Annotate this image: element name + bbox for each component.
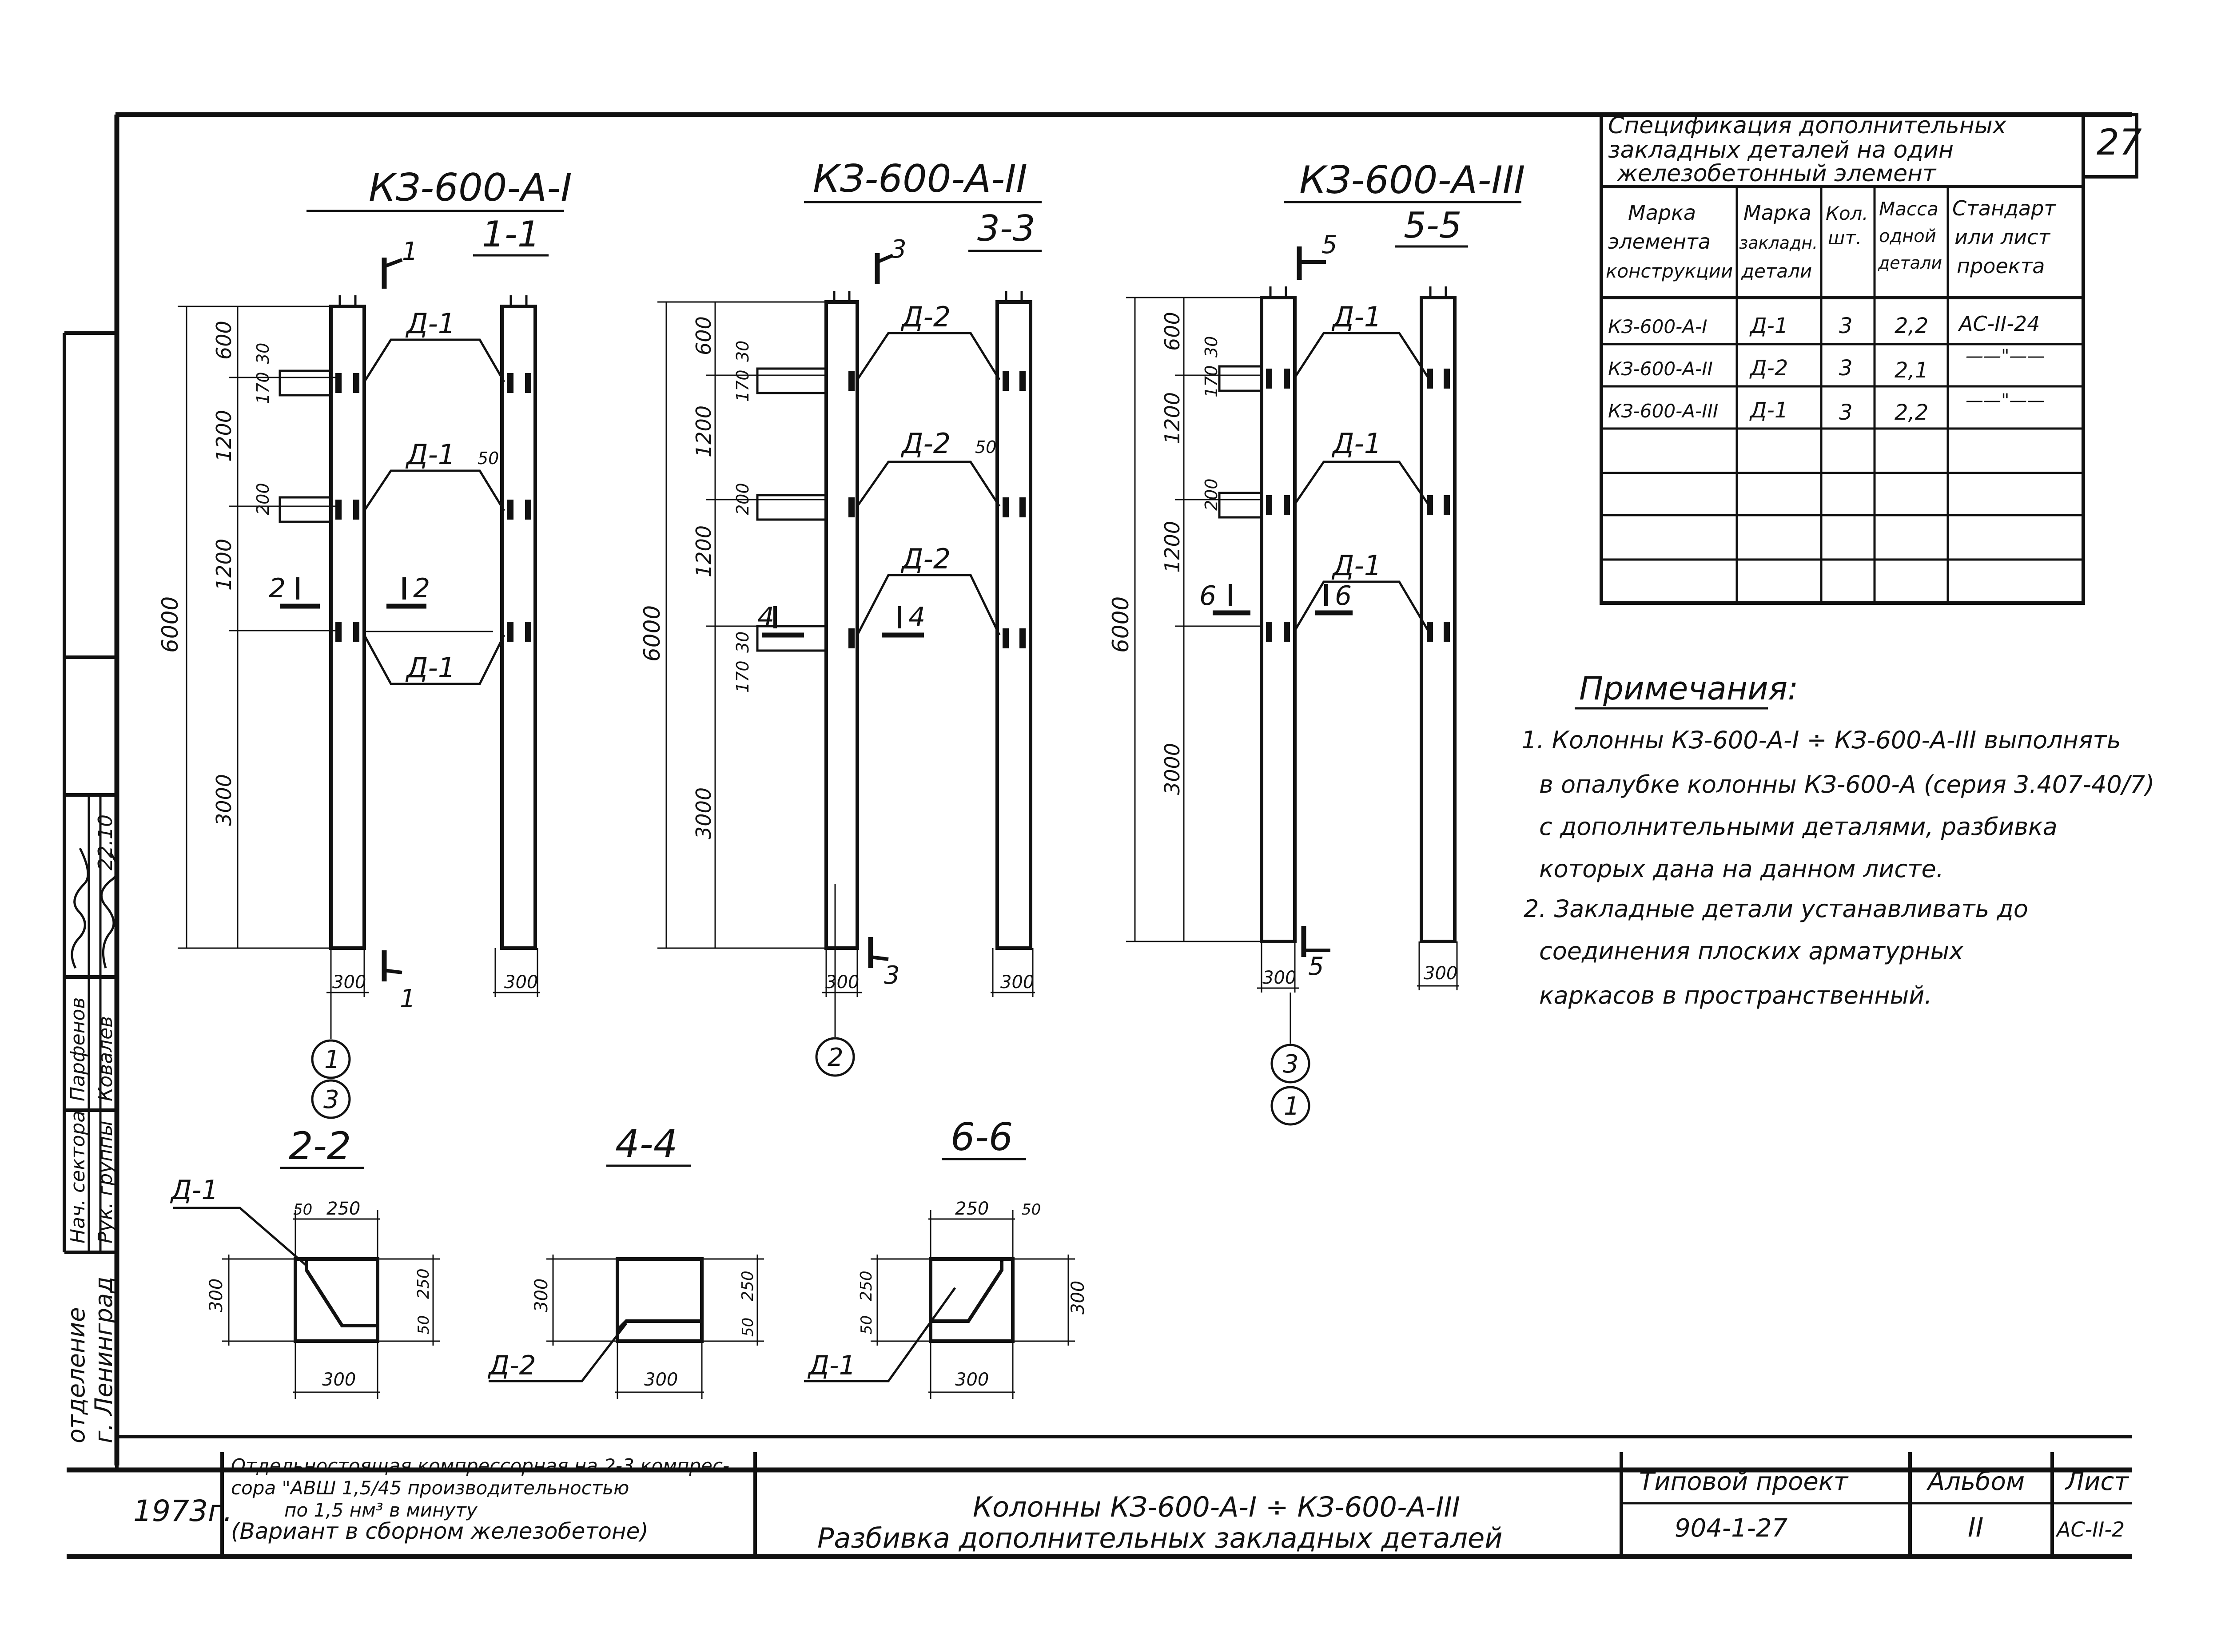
column-title-2: КЗ-600-А-II — [813, 157, 1027, 201]
section-dim-2-2: 50 — [739, 1317, 757, 1337]
notes — [1521, 670, 2154, 1009]
small-dim-c-3: 200 — [1202, 478, 1221, 511]
width-left-3: 300 — [1262, 968, 1297, 988]
section-title-2: 4-4 — [615, 1122, 678, 1166]
spec-h1-2: детали — [1741, 260, 1812, 282]
tb-sheet-label: Лист — [2066, 1467, 2129, 1496]
part-label-2c: Д-2 — [902, 543, 951, 575]
part-label-2a: Д-2 — [902, 301, 951, 333]
column-group-1 — [157, 166, 572, 1118]
spec-r1-c1: Д-2 — [1750, 356, 1788, 381]
section-part-2: Д-2 — [489, 1350, 536, 1381]
stamp-org-1: отделение — [62, 1307, 90, 1443]
axis-label-2-a: 2 — [828, 1043, 844, 1072]
tb-object-1: сора "АВШ 1,5/45 производительностью — [231, 1477, 629, 1499]
section-dim-1-0: 250 — [326, 1199, 361, 1219]
width-right-3: 300 — [1424, 963, 1458, 984]
section-mark-3b: 6 — [1335, 580, 1352, 612]
small-dim-d-2: 50 — [975, 437, 997, 457]
column-group-3 — [1108, 158, 1525, 1124]
tb-album-label: Альбом — [1928, 1467, 2025, 1496]
tb-drawing-title-0: Колонны КЗ-600-А-I ÷ КЗ-600-А-III — [973, 1491, 1461, 1523]
sheet-number: 27 — [2097, 122, 2142, 163]
spec-r1-c2: 3 — [1839, 356, 1853, 381]
section-mark-1a: 2 — [269, 573, 286, 604]
segment-1200a-3: 1200 — [1160, 392, 1184, 444]
spec-r1-c3: 2,1 — [1895, 358, 1929, 383]
section-dim-3-5: 300 — [955, 1370, 989, 1390]
small-dim-b-2: 170 — [733, 369, 752, 402]
part-label-2b: Д-2 — [902, 427, 951, 460]
axis-label-1-b: 3 — [323, 1085, 339, 1114]
spec-h3-2: детали — [1878, 253, 1942, 273]
spec-r1-c0: КЗ-600-А-II — [1608, 358, 1713, 380]
spec-r2-c3: 2,2 — [1895, 400, 1929, 425]
small-dim-e-2: 30 — [733, 631, 752, 653]
tb-object-2: по 1,5 нм³ в минуту — [284, 1499, 478, 1521]
section-mark-1b: 2 — [413, 573, 430, 604]
tb-object-3: (Вариант в сборном железобетоне) — [231, 1518, 649, 1544]
segment-3000-1: 3000 — [212, 774, 236, 826]
section-title-3: 6-6 — [951, 1115, 1013, 1160]
spec-h0-1: элемента — [1608, 230, 1711, 254]
column-section-1: 1-1 — [482, 214, 540, 255]
small-dim-b-3: 170 — [1202, 365, 1221, 397]
small-dim-a-3: 30 — [1202, 336, 1221, 357]
tb-year: 1973г. — [133, 1494, 233, 1528]
cut-label-1-bottom: 1 — [400, 985, 416, 1013]
small-dim-a-2: 30 — [733, 340, 752, 362]
cut-label-2-top: 3 — [891, 235, 907, 264]
section-dim-3-0: 250 — [955, 1199, 989, 1219]
section-dim-1-1: 50 — [293, 1201, 313, 1219]
column-group-2 — [639, 157, 1042, 1076]
spec-h4-1: или лист — [1954, 225, 2050, 249]
section-2-2 — [170, 1124, 440, 1399]
column-right-2 — [997, 302, 1031, 948]
spec-h4-2: проекта — [1957, 254, 2045, 278]
small-dim-a-1: 30 — [253, 342, 273, 364]
notes-line-6: каркасов в пространственный. — [1539, 981, 1932, 1009]
notes-title: Примечания: — [1579, 670, 1799, 707]
spec-r0-c2: 3 — [1839, 314, 1853, 338]
section-4-4 — [487, 1122, 764, 1399]
column-section-3: 5-5 — [1404, 205, 1462, 246]
part-label-3a: Д-1 — [1333, 301, 1382, 333]
section-dim-3-1: 50 — [1022, 1201, 1041, 1219]
spec-h3-0: Масса — [1879, 198, 1938, 220]
column-height-1: 6000 — [157, 596, 183, 653]
section-title-1: 2-2 — [289, 1124, 351, 1168]
segment-600-2: 600 — [692, 316, 716, 355]
notes-line-5: соединения плоских арматурных — [1539, 937, 1964, 965]
segment-600-3: 600 — [1160, 312, 1184, 351]
segment-1200a-1: 1200 — [212, 409, 236, 462]
spec-r2-c0: КЗ-600-А-III — [1608, 400, 1719, 422]
section-dim-2-0: 300 — [531, 1278, 552, 1312]
notes-line-2: с дополнительными деталями, разбивка — [1539, 813, 2058, 841]
segment-600-1: 600 — [212, 321, 236, 360]
section-dim-1-3: 250 — [414, 1268, 433, 1299]
section-dim-1-4: 50 — [415, 1315, 433, 1334]
cut-label-3-top: 5 — [1321, 230, 1337, 259]
part-label-1c: Д-1 — [406, 651, 456, 684]
width-left-1: 300 — [332, 972, 366, 993]
section-dim-1-2: 300 — [206, 1278, 227, 1312]
small-dim-d-1: 50 — [478, 449, 499, 468]
small-dim-b-1: 170 — [253, 372, 273, 404]
spec-r1-c4: ——"—— — [1966, 346, 2045, 366]
part-label-1b: Д-1 — [406, 438, 456, 471]
spec-r2-c1: Д-1 — [1750, 398, 1788, 423]
spec-h3-1: одной — [1879, 226, 1936, 246]
spec-h1-0: Марка — [1743, 201, 1812, 225]
part-label-1a: Д-1 — [406, 307, 456, 340]
spec-title-0: Спецификация дополнительных — [1608, 112, 2006, 139]
spec-table — [1601, 112, 2083, 603]
segment-1200b-1: 1200 — [212, 538, 236, 591]
stamp-role-2: Рук. группы — [94, 1120, 117, 1243]
spec-r0-c3: 2,2 — [1895, 314, 1929, 338]
section-dim-3-3: 50 — [858, 1315, 876, 1334]
column-title-3: КЗ-600-А-III — [1299, 158, 1525, 203]
spec-h0-2: конструкции — [1606, 260, 1733, 282]
stamp-date: 22.10 — [94, 814, 117, 870]
spec-h2-1: шт. — [1828, 227, 1862, 249]
cut-label-2-bottom: 3 — [884, 961, 900, 990]
spec-r0-c1: Д-1 — [1750, 314, 1788, 338]
column-section-2: 3-3 — [977, 208, 1035, 249]
axis-label-1-a: 1 — [324, 1045, 340, 1074]
spec-title-2: железобетонный элемент — [1617, 160, 1936, 187]
column-height-3: 6000 — [1108, 596, 1134, 653]
column-left-3 — [1262, 298, 1295, 941]
spec-r0-c0: КЗ-600-А-I — [1608, 316, 1708, 338]
small-dim-f-2: 170 — [733, 660, 752, 693]
stamp-role-1: Нач. сектора — [67, 1110, 89, 1243]
section-dim-1-5: 300 — [322, 1370, 356, 1390]
section-6-6 — [804, 1115, 1088, 1399]
column-title-1: КЗ-600-А-I — [369, 166, 572, 210]
axis-label-3-a: 3 — [1283, 1050, 1299, 1079]
stamp-signature-1 — [72, 848, 88, 968]
tb-project-value: 904-1-27 — [1675, 1514, 1788, 1543]
section-dim-3-2: 250 — [857, 1271, 876, 1301]
segment-1200a-2: 1200 — [692, 405, 716, 457]
stamp-org-2: г. Ленинград — [90, 1276, 118, 1443]
tb-drawing-title-1: Разбивка дополнительных закладных деталей — [817, 1522, 1503, 1554]
title-block — [67, 1437, 2132, 1557]
part-label-3c: Д-1 — [1333, 549, 1382, 582]
cut-label-3-bottom: 5 — [1308, 952, 1324, 981]
spec-r2-c4: ——"—— — [1966, 390, 2045, 411]
notes-line-1: в опалубке колонны КЗ-600-А (серия 3.407-40/7) — [1539, 770, 2155, 798]
segment-1200b-2: 1200 — [692, 525, 716, 577]
width-left-2: 300 — [825, 972, 860, 993]
section-part-3: Д-1 — [808, 1350, 856, 1381]
section-mark-2a: 4 — [757, 602, 775, 633]
small-dim-c-2: 200 — [733, 483, 752, 515]
section-dim-2-1: 250 — [739, 1271, 757, 1301]
spec-r0-c4: АС-II-24 — [1959, 312, 2040, 336]
tb-sheet-value: АС-II-2 — [2057, 1517, 2125, 1541]
spec-h4-0: Стандарт — [1952, 196, 2056, 220]
spec-h1-1: закладн. — [1739, 233, 1818, 253]
width-right-2: 300 — [1000, 972, 1035, 993]
section-dim-2-3: 300 — [644, 1370, 678, 1390]
notes-line-0: 1. Колонны КЗ-600-А-I ÷ КЗ-600-А-III выполнять — [1521, 726, 2121, 754]
notes-line-3: которых дана на данном листе. — [1539, 855, 1944, 883]
section-dim-3-4: 300 — [1068, 1280, 1088, 1314]
spec-title-1: закладных деталей на один — [1608, 137, 1954, 163]
width-right-1: 300 — [504, 972, 538, 993]
segment-3000-3: 3000 — [1160, 743, 1184, 795]
spec-h2-0: Кол. — [1826, 203, 1868, 224]
segment-3000-2: 3000 — [692, 787, 716, 839]
small-dim-c-1: 200 — [253, 483, 273, 515]
sheet-number-box — [2083, 115, 2142, 177]
side-stamp — [62, 333, 118, 1443]
stamp-name-2: Ковалев — [94, 1016, 117, 1101]
column-right-3 — [1421, 298, 1455, 941]
tb-project-label: Типовой проект — [1639, 1467, 1848, 1496]
column-height-2: 6000 — [639, 605, 665, 662]
axis-label-3-b: 1 — [1284, 1092, 1300, 1121]
cut-label-1-top: 1 — [402, 237, 418, 266]
stamp-name-1: Парфенов — [67, 997, 89, 1101]
section-part-1: Д-1 — [171, 1175, 219, 1206]
section-mark-3a: 6 — [1199, 580, 1217, 612]
spec-h0-0: Марка — [1628, 201, 1696, 225]
tb-object-0: Отдельностоящая компрессорная на 2-3 компрес- — [231, 1455, 730, 1477]
column-left-2 — [826, 302, 857, 948]
segment-1200b-3: 1200 — [1160, 520, 1184, 573]
tb-album-value: II — [1968, 1512, 1984, 1543]
spec-r2-c2: 3 — [1839, 400, 1853, 425]
part-label-3b: Д-1 — [1333, 427, 1382, 460]
section-mark-2b: 4 — [908, 602, 926, 633]
notes-line-4: 2. Закладные детали устанавливать до — [1524, 895, 2028, 923]
